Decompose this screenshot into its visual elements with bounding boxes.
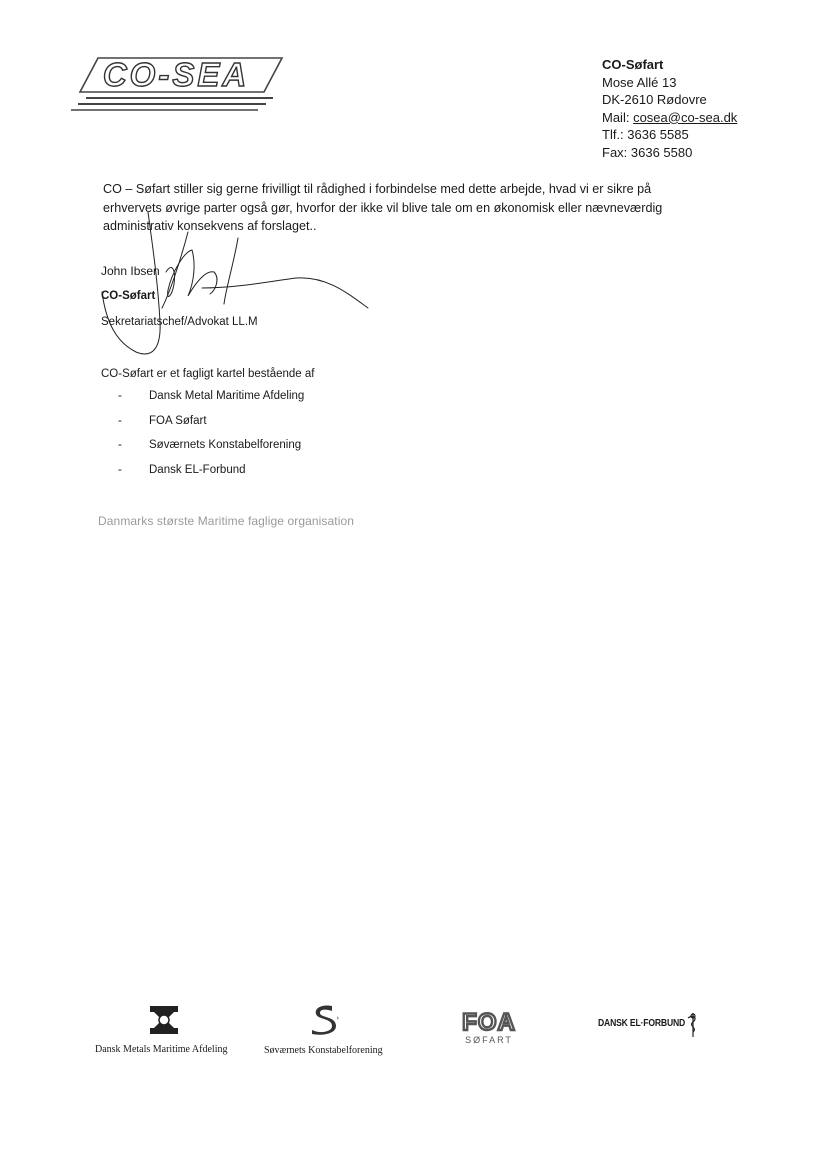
cartel-intro: CO-Søfart er et fagligt kartel bestående af xyxy=(101,368,315,380)
bullet-dash: - xyxy=(118,463,122,476)
mail-link[interactable]: cosea@co-sea.dk xyxy=(633,109,738,125)
sovaernets-label: Søværnets Konstabelforening xyxy=(264,1045,383,1056)
sovaernets-s-icon xyxy=(308,1002,342,1036)
mail-label: Mail: xyxy=(602,109,634,125)
sender-mail xyxy=(602,109,737,127)
signer-org: CO-Søfart xyxy=(101,290,156,302)
dansk-metal-emblem-icon xyxy=(148,1004,180,1036)
svg-text:SØFART: SØFART xyxy=(465,1035,513,1045)
foa-sofart-logo xyxy=(449,1008,529,1046)
svg-text:FOA: FOA xyxy=(462,1009,516,1036)
body-paragraph: CO – Søfart stiller sig gerne frivilligt til rådighed i forbindelse med dette arbejde, hvad vi er sikre på erhvervets øvrige parter også gør, hvorfor der ikke vil blive tale om en økonomisk eller nævneværdig administrativ konsekvens af forslaget.. xyxy=(103,182,663,233)
sender-phone: Tlf.: 3636 5585 xyxy=(602,127,689,143)
sender-street: Mose Allé 13 xyxy=(602,74,677,90)
handwritten-signature xyxy=(96,212,376,362)
dansk-el-forbund-emblem-icon xyxy=(686,1012,700,1038)
bullet-dash: - xyxy=(118,439,122,451)
sender-fax: Fax: 3636 5580 xyxy=(602,144,693,160)
signer-title: Sekretariatschef/Advokat LL.M xyxy=(101,316,258,328)
member-name: Dansk EL-Forbund xyxy=(149,463,246,476)
member-name: FOA Søfart xyxy=(149,414,207,427)
list-item xyxy=(118,415,304,440)
dansk-el-forbund-label: DANSK EL·FORBUND xyxy=(598,1018,686,1029)
list-item xyxy=(118,439,304,464)
bullet-dash: - xyxy=(118,414,122,427)
list-item xyxy=(118,390,304,415)
member-list xyxy=(118,390,304,488)
sender-org: CO-Søfart xyxy=(602,57,664,72)
svg-text:CO-SEA: CO-SEA xyxy=(102,56,250,93)
sender-address xyxy=(602,56,737,162)
member-name: Søværnets Konstabelforening xyxy=(149,439,302,451)
member-name: Dansk Metal Maritime Afdeling xyxy=(149,390,305,402)
co-sea-logo xyxy=(68,52,284,118)
sender-city: DK-2610 Rødovre xyxy=(602,92,707,108)
list-item xyxy=(118,464,304,489)
signer-name: John Ibsen xyxy=(101,264,160,278)
tagline: Danmarks største Maritime faglige organisation xyxy=(98,514,355,528)
dansk-metal-label: Dansk Metals Maritime Afdeling xyxy=(95,1044,228,1055)
bullet-dash: - xyxy=(118,390,122,402)
